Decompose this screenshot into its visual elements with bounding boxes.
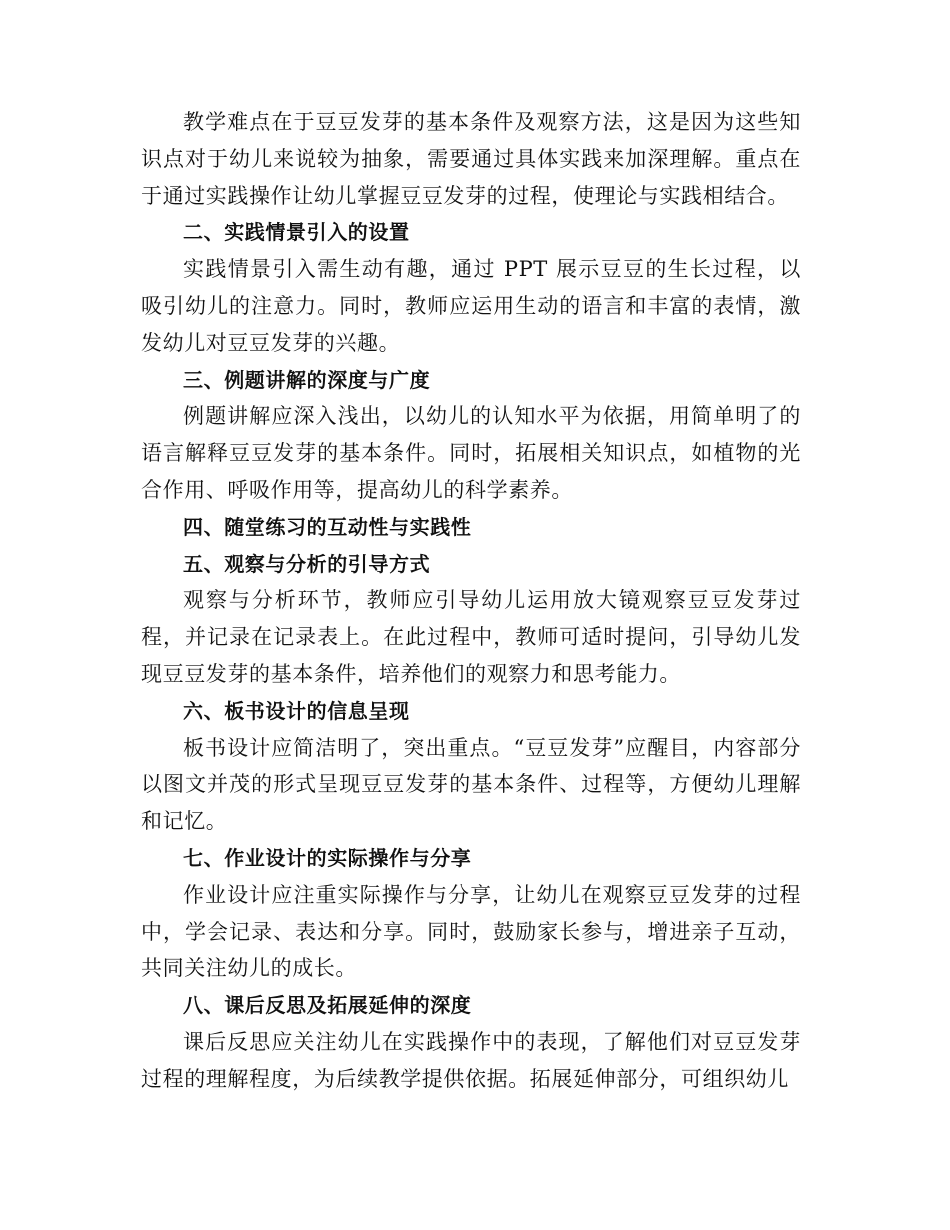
heading-section-3: 三、例题讲解的深度与广度 bbox=[183, 367, 431, 392]
heading-section-2: 二、实践情景引入的设置 bbox=[183, 220, 410, 245]
heading-section-4: 四、随堂练习的互动性与实践性 bbox=[183, 514, 472, 539]
paragraph-section-6: 板书设计应简洁明了，突出重点。“豆豆发芽”应醒目，内容部分以图文并茂的形式呈现豆豆发芽的基本条件、过程等，方便幼儿理解和记忆。 bbox=[141, 735, 801, 834]
heading-section-5: 五、观察与分析的引导方式 bbox=[183, 551, 431, 576]
heading-section-6: 六、板书设计的信息呈现 bbox=[183, 698, 410, 723]
heading-section-7: 七、作业设计的实际操作与分享 bbox=[183, 845, 472, 870]
paragraph-difficulty: 教学难点在于豆豆发芽的基本条件及观察方法，这是因为这些知识点对于幼儿来说较为抽象，需要通过具体实践来加深理解。重点在于通过实践操作让幼儿掌握豆豆发芽的过程，使理论与实践相结合。 bbox=[141, 110, 801, 208]
paragraph-section-2: 实践情景引入需生动有趣，通过 PPT 展示豆豆的生长过程，以吸引幼儿的注意力。同时，教师应运用生动的语言和丰富的表情，激发幼儿对豆豆发芽的兴趣。 bbox=[141, 257, 801, 355]
heading-section-8: 八、课后反思及拓展延伸的深度 bbox=[183, 993, 472, 1018]
paragraph-section-7: 作业设计应注重实际操作与分享，让幼儿在观察豆豆发芽的过程中，学会记录、表达和分享。同时，鼓励家长参与，增进亲子互动，共同关注幼儿的成长。 bbox=[141, 882, 801, 981]
paragraph-section-5: 观察与分析环节，教师应引导幼儿运用放大镜观察豆豆发芽过程，并记录在记录表上。在此过程中，教师可适时提问，引导幼儿发现豆豆发芽的基本条件，培养他们的观察力和思考能力。 bbox=[141, 588, 801, 686]
document-page bbox=[141, 104, 801, 1098]
paragraph-section-3: 例题讲解应深入浅出，以幼儿的认知水平为依据，用简单明了的语言解释豆豆发芽的基本条件。同时，拓展相关知识点，如植物的光合作用、呼吸作用等，提高幼儿的科学素养。 bbox=[141, 404, 801, 502]
paragraph-section-8: 课后反思应关注幼儿在实践操作中的表现，了解他们对豆豆发芽过程的理解程度，为后续教学提供依据。拓展延伸部分，可组织幼儿 bbox=[141, 1029, 801, 1091]
